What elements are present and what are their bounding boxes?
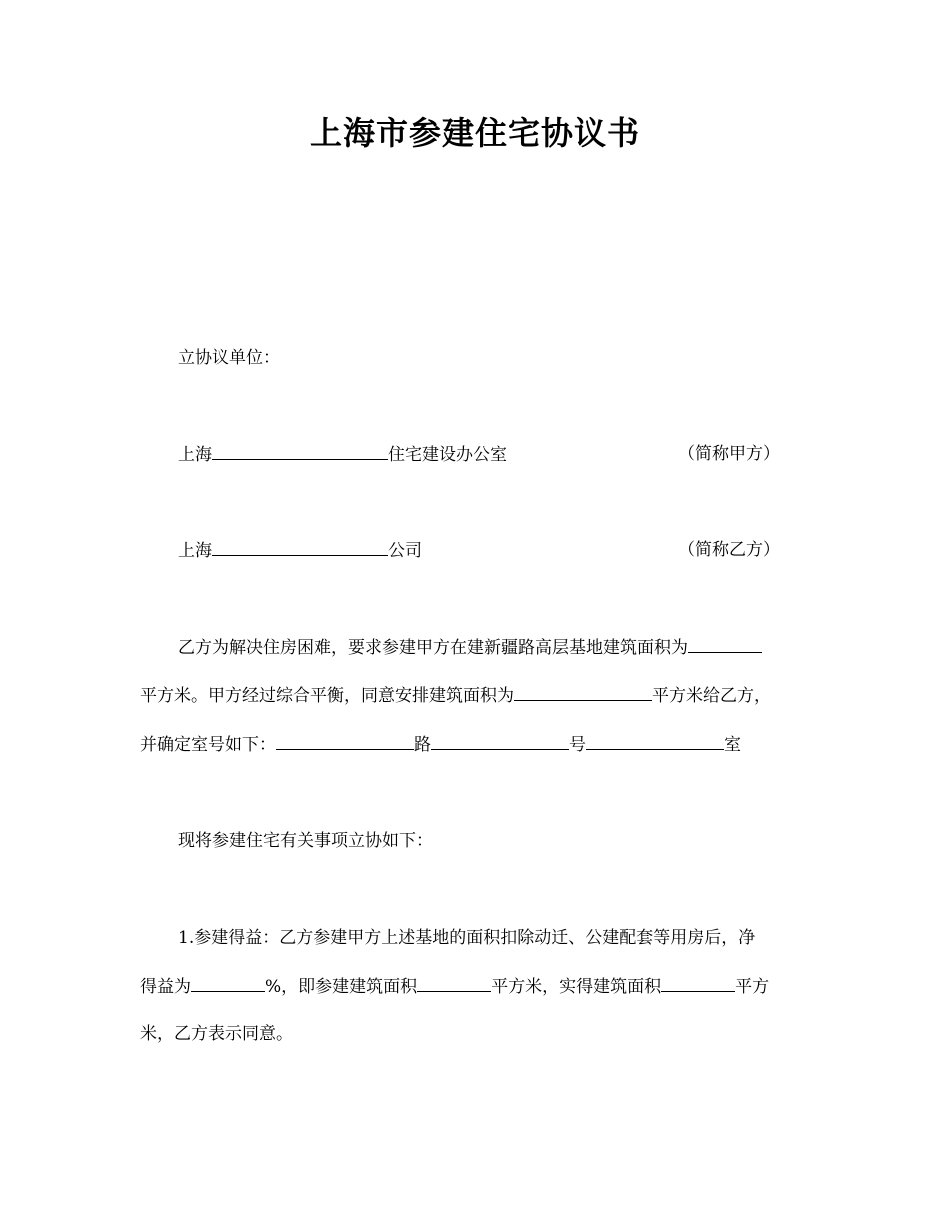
participation-area-blank [417,972,491,992]
para1-line2 [140,681,771,710]
party-b-prefix: 上海 [178,541,212,561]
intro2: 现将参建住宅有关事项立协如下： [178,831,433,851]
clause1-line3: 米，乙方表示同意。 [140,1024,293,1044]
para1-text3b: 路 [414,735,431,755]
clause1-text2c: 平方米，实得建筑面积 [491,977,662,997]
number-blank [431,730,569,750]
para1-text2b: 平方米给乙方， [652,686,771,706]
allocated-area-blank [514,681,652,701]
party-b-line [178,536,422,565]
party-a-prefix: 上海 [178,445,212,465]
parties-intro: 立协议单位： [178,348,280,368]
road-blank [276,730,414,750]
room-blank [586,730,724,750]
party-a-line [178,440,507,469]
clause1-text2b: %，即参建建筑面积 [265,977,418,997]
para1-text1: 乙方为解决住房困难，要求参建甲方在建新疆路高层基地建筑面积为 [178,638,688,658]
para1-text3a: 并确定室号如下： [140,735,276,755]
net-gain-percent-blank [191,972,265,992]
clause1-text2a: 得益为 [140,977,191,997]
party-b-abbr: （简称乙方） [678,540,780,560]
party-a-name-blank [212,440,388,460]
party-a-abbr: （简称甲方） [678,444,780,464]
clause1-text2d: 平方 [735,977,770,997]
para1-text3c: 号 [569,735,586,755]
party-a-suffix: 住宅建设办公室 [388,445,507,465]
document-title: 上海市参建住宅协议书 [309,114,640,152]
para1-text3d: 室 [724,735,741,755]
para1-line3 [140,730,741,759]
base-area-blank [688,633,762,653]
clause1-line1: 1.参建得益：乙方参建甲方上述基地的面积扣除动迁、公建配套等用房后，净 [178,928,756,948]
para1-text2a: 平方米。甲方经过综合平衡，同意安排建筑面积为 [140,686,514,706]
clause1-line2 [140,972,769,1001]
party-b-name-blank [212,536,388,556]
actual-area-blank [661,972,735,992]
para1-line1 [178,633,762,662]
party-b-suffix: 公司 [388,541,422,561]
